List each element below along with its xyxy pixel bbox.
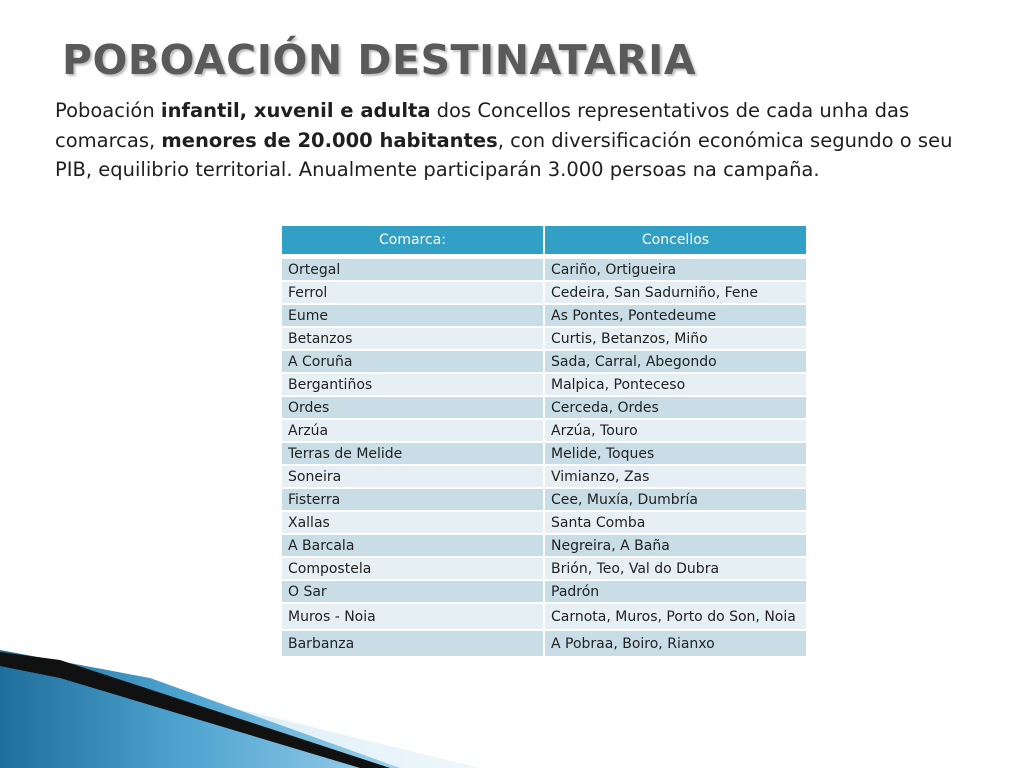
slide-title: POBOACIÓN DESTINATARIA [62,36,697,84]
comarca-cell: O Sar [282,581,543,602]
header-comarca: Comarca: [282,226,543,257]
concellos-cell: Padrón [545,581,806,602]
concellos-cell: Arzúa, Touro [545,420,806,441]
concellos-cell: A Pobraa, Boiro, Rianxo [545,631,806,656]
comarca-cell: Ordes [282,397,543,418]
table-row [282,443,806,464]
comarca-cell: Eume [282,305,543,326]
concellos-cell: Negreira, A Baña [545,535,806,556]
concellos-cell: Melide, Toques [545,443,806,464]
table-row [282,328,806,349]
concellos-cell: Cedeira, San Sadurniño, Fene [545,282,806,303]
intro-text-2: dos Concellos representativos de cada unha das comarcas, [55,99,910,152]
concellos-cell: Curtis, Betanzos, Miño [545,328,806,349]
table-row [282,374,806,395]
table-row [282,581,806,602]
table-row [282,604,806,629]
table-row [282,512,806,533]
intro-text-3: , con diversificación económica segundo o seu PIB, equilibrio territorial. Anualmente participarán 3.000 persoas na campaña. [55,128,953,181]
comarca-cell: Ortegal [282,259,543,280]
table-row [282,535,806,556]
comarca-cell: Terras de Melide [282,443,543,464]
concellos-cell: Cariño, Ortigueira [545,259,806,280]
concellos-cell: Brión, Teo, Val do Dubra [545,558,806,579]
concellos-cell: Cerceda, Ordes [545,397,806,418]
comarca-cell: Fisterra [282,489,543,510]
table-row [282,631,806,656]
concellos-cell: Carnota, Muros, Porto do Son, Noia [545,604,806,629]
table-row [282,420,806,441]
comarca-cell: Betanzos [282,328,543,349]
comarca-cell: Soneira [282,466,543,487]
comarca-cell: Ferrol [282,282,543,303]
header-concellos: Concellos [545,226,806,257]
table-row [282,282,806,303]
intro-bold-1: infantil, xuvenil e adulta [160,99,431,122]
comarca-cell: Xallas [282,512,543,533]
concellos-cell: Vimianzo, Zas [545,466,806,487]
concellos-cell: Malpica, Ponteceso [545,374,806,395]
table-row [282,305,806,326]
concellos-cell: Santa Comba [545,512,806,533]
intro-paragraph [55,96,955,185]
table-row [282,489,806,510]
table-row [282,259,806,280]
comarca-cell: A Barcala [282,535,543,556]
concellos-cell: Cee, Muxía, Dumbría [545,489,806,510]
intro-text-1: Poboación [55,99,161,122]
intro-bold-2: menores de 20.000 habitantes [161,128,498,152]
comarcas-table [280,224,808,658]
comarca-cell: A Coruña [282,351,543,372]
table-header-row [282,226,806,257]
comarca-cell: Compostela [282,558,543,579]
table-row [282,351,806,372]
comarca-cell: Muros - Noia [282,604,543,629]
table-row [282,466,806,487]
concellos-cell: As Pontes, Pontedeume [545,305,806,326]
table-row [282,558,806,579]
comarca-cell: Bergantiños [282,374,543,395]
table-row [282,397,806,418]
comarca-cell: Barbanza [282,631,543,656]
concellos-cell: Sada, Carral, Abegondo [545,351,806,372]
comarca-cell: Arzúa [282,420,543,441]
